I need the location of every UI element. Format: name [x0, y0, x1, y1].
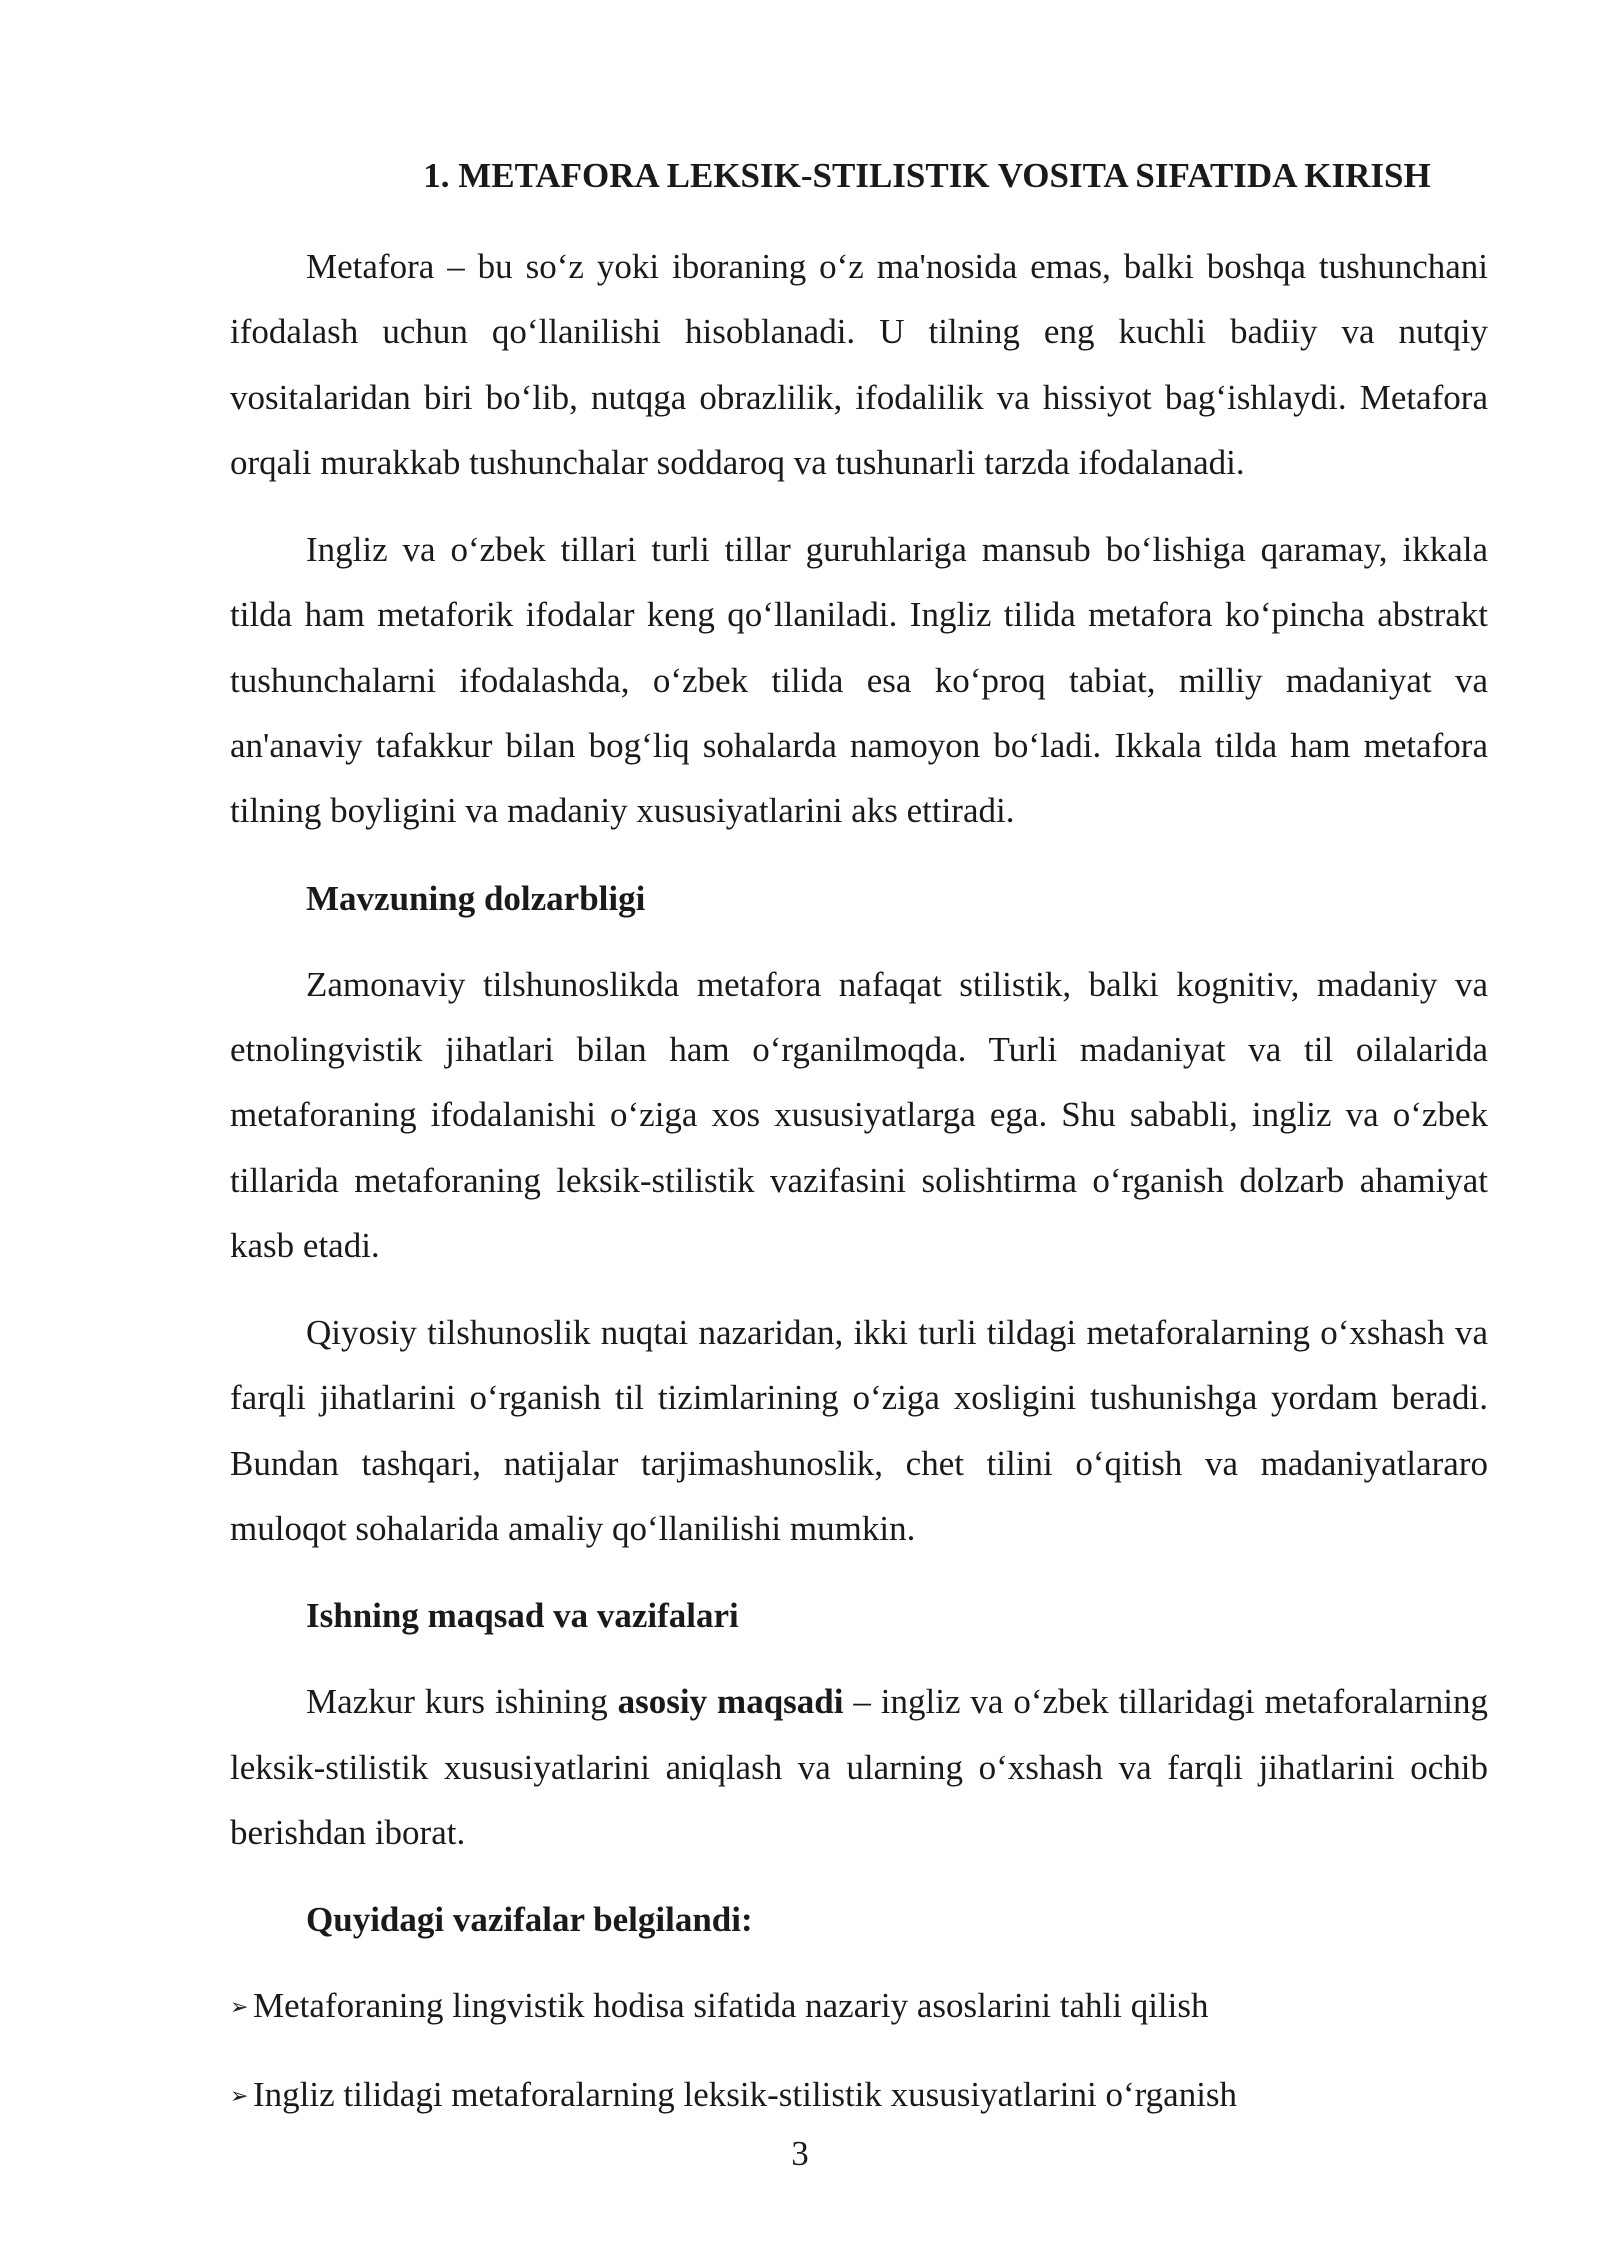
task-item-text: Metaforaning lingvistik hodisa sifatida nazariy asoslarini tahli qilish	[253, 1986, 1209, 2026]
page-content	[230, 150, 1488, 2151]
chapter-heading: 1. METAFORA LEKSIK-STILISTIK VOSITA SIFATIDA KIRISH	[423, 156, 1431, 195]
relevance-paragraph-1: Zamonaviy tilshunoslikda metafora nafaqat stilistik, balki kognitiv, madaniy va etnolingvistik jihatlari bilan ham o‘rganilmoqda. Turli madaniyat va til oilalarida metaforaning ifodalanishi o‘ziga xos xususiyatlarga ega. Shu sababli, ingliz va o‘zbek tillarida metaforaning leksik-stilistik vazifasini solishtirma o‘rganish dolzarb ahamiyat kasb etadi.	[230, 964, 1488, 1265]
relevance-paragraph-2: Qiyosiy tilshunoslik nuqtai nazaridan, ikki turli tildagi metaforalarning o‘xshash va farqli jihatlarini o‘rganish til tizimlarining o‘ziga xosligini tushunishga yordam beradi. Bundan tashqari, natijalar tarjimashunoslik, chet tilini o‘qitish va madaniyatlararo muloqot sohalarida amaliy qo‘llanilishi mumkin.	[230, 1313, 1488, 1549]
page-number: 3	[791, 2134, 809, 2173]
intro-paragraph-2: Ingliz va o‘zbek tillari turli tillar guruhlariga mansub bo‘lishiga qaramay, ikkala tilda ham metaforik ifodalar keng qo‘llaniladi. Ingliz tilida metafora ko‘pincha abstrakt tushunchalarni ifodalashda, o‘zbek tilida esa ko‘proq tabiat, milliy madaniyat va an'anaviy tafakkur bilan bog‘liq sohalarda namoyon bo‘ladi. Ikkala tilda ham metafora tilning boyligini va madaniy xususiyatlarini aks ettiradi.	[230, 530, 1488, 831]
goals-paragraph	[230, 1669, 1488, 1865]
tasks-heading: Quyidagi vazifalar belgilandi:	[306, 1900, 753, 1940]
goals-heading: Ishning maqsad va vazifalari	[306, 1596, 739, 1636]
goals-paragraph-start: Mazkur kurs ishining	[306, 1682, 618, 1722]
task-item-text: Ingliz tilidagi metaforalarning leksik-stilistik xususiyatlarini o‘rganish	[253, 2075, 1238, 2115]
goals-bold-term: asosiy maqsadi	[617, 1682, 844, 1722]
task-item	[230, 2062, 1488, 2130]
goals-paragraph-end: – ingliz va o‘zbek tillaridagi metaforalarning leksik-stilistik xususiyatlarini aniqlash va ularning o‘xshash va farqli jihatlarini ochib berishdan iborat.	[230, 1682, 1488, 1852]
task-item	[230, 1973, 1488, 2041]
arrow-bullet-icon: ➢	[230, 2084, 249, 2110]
arrow-bullet-icon: ➢	[230, 1995, 249, 2021]
relevance-heading: Mavzuning dolzarbligi	[306, 878, 646, 918]
tasks-list	[230, 1973, 1488, 2130]
intro-paragraph-1: Metafora – bu so‘z yoki iboraning o‘z ma'nosida emas, balki boshqa tushunchani ifodalash uchun qo‘llanilishi hisoblanadi. U tilning eng kuchli badiiy va nutqiy vositalaridan biri bo‘lib, nutqga obrazlilik, ifodalilik va hissiyot bag‘ishlaydi. Metafora orqali murakkab tushunchalar soddaroq va tushunarli tarzda ifodalanadi.	[230, 247, 1488, 482]
